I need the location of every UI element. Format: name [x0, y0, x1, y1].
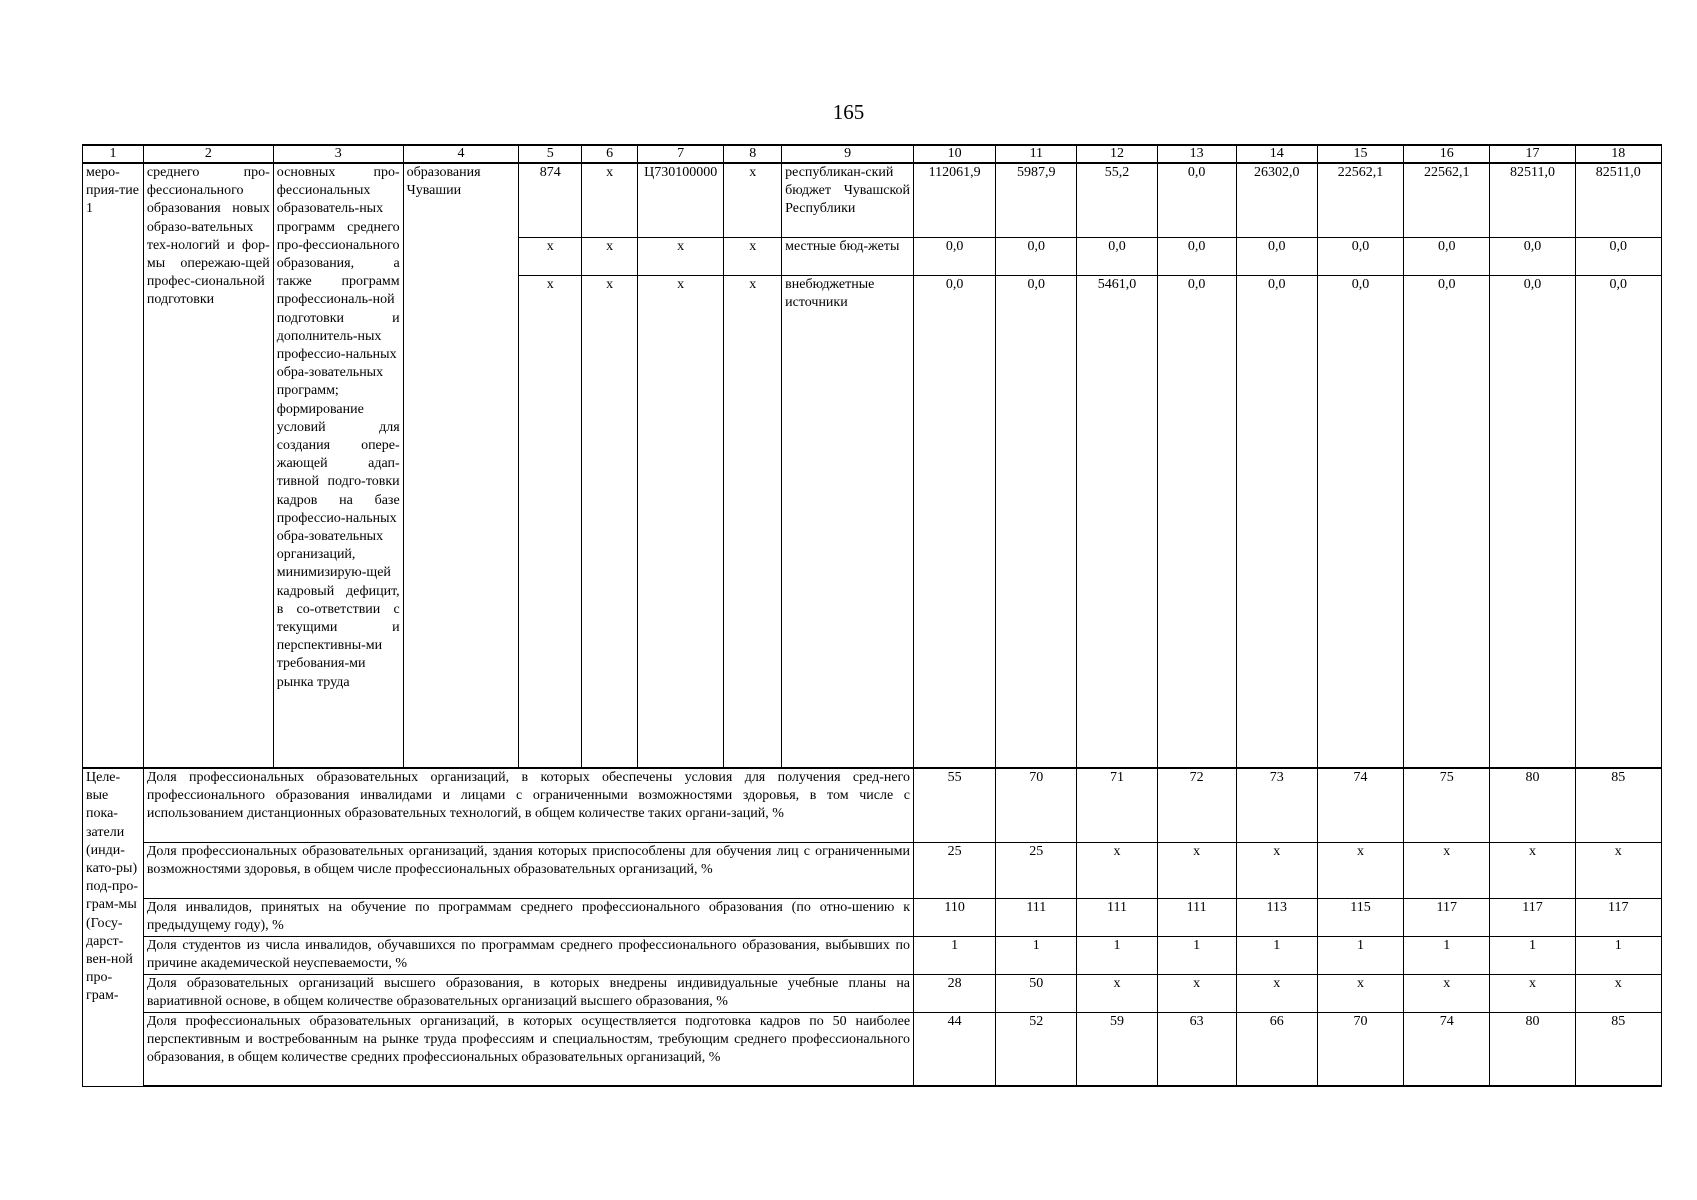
header-row — [83, 145, 1662, 163]
funding-source: республикан-ский бюджет Чувашской Республики — [782, 163, 914, 237]
value-cell: 71 — [1077, 768, 1157, 842]
value-cell: 1 — [1575, 936, 1661, 974]
value-cell: 1 — [1490, 936, 1575, 974]
value-cell: 1 — [996, 936, 1077, 974]
value-cell: х — [1157, 842, 1236, 898]
value-cell: 82511,0 — [1490, 163, 1575, 237]
vr-code: х — [724, 163, 782, 237]
value-cell: 110 — [914, 898, 996, 936]
header-cell: 2 — [143, 145, 273, 163]
rz-pr-code: х — [582, 163, 638, 237]
value-cell: 0,0 — [914, 237, 996, 275]
value-cell: 0,0 — [996, 237, 1077, 275]
vr-code: х — [724, 275, 782, 768]
value-cell: 1 — [1236, 936, 1317, 974]
indicator-text: Доля образовательных организаций высшего образования, в которых внедрены индивидуальные учебные планы на вариативной основе, в общем количестве образовательных организаций высшего образования, % — [143, 974, 913, 1012]
value-cell: 73 — [1236, 768, 1317, 842]
header-cell: 5 — [519, 145, 582, 163]
header-cell: 3 — [273, 145, 403, 163]
value-cell: 28 — [914, 974, 996, 1012]
value-cell: 80 — [1490, 1012, 1575, 1086]
value-cell: 74 — [1317, 768, 1403, 842]
header-cell: 6 — [582, 145, 638, 163]
value-cell: 0,0 — [996, 275, 1077, 768]
value-cell: 1 — [1317, 936, 1403, 974]
value-cell: х — [1404, 974, 1490, 1012]
value-cell: 0,0 — [1157, 237, 1236, 275]
indicator-text: Доля студентов из числа инвалидов, обучавшихся по программам среднего профессионального образования, выбывших по причине академической неуспеваемости, % — [143, 936, 913, 974]
value-cell: х — [1157, 974, 1236, 1012]
value-cell: х — [1490, 842, 1575, 898]
value-cell: 0,0 — [1157, 163, 1236, 237]
grbs-code: 874 — [519, 163, 582, 237]
value-cell: 117 — [1404, 898, 1490, 936]
value-cell: х — [1317, 842, 1403, 898]
value-cell: 0,0 — [1236, 237, 1317, 275]
value-cell: 50 — [996, 974, 1077, 1012]
value-cell: 0,0 — [1077, 237, 1157, 275]
value-cell: 1 — [1157, 936, 1236, 974]
rz-pr-code: х — [582, 275, 638, 768]
grbs-code: х — [519, 275, 582, 768]
event-programs: основных про-фессиональных образователь-ных программ среднего про-фессионального образования, а также программ профессиональ-ной подготовки и дополнитель-ных профессио-нальных обра-зовательных программ; формирование условий для создания опере-жающей адап-тивной подго-товки кадров на базе профессио-нальных обра-зовательных организаций, минимизирую-щей кадровый дефицит, в со-ответствии с текущими и перспективны-ми требования-ми рынка труда — [273, 163, 403, 768]
header-cell: 1 — [83, 145, 144, 163]
value-cell: 63 — [1157, 1012, 1236, 1086]
indicator-row — [83, 974, 1662, 1012]
value-cell: 25 — [996, 842, 1077, 898]
indicator-row — [83, 898, 1662, 936]
value-cell: 117 — [1575, 898, 1661, 936]
value-cell: 117 — [1490, 898, 1575, 936]
value-cell: 82511,0 — [1575, 163, 1661, 237]
value-cell: х — [1404, 842, 1490, 898]
value-cell: 75 — [1404, 768, 1490, 842]
page-number: 165 — [832, 100, 865, 124]
value-cell: 59 — [1077, 1012, 1157, 1086]
value-cell: х — [1077, 842, 1157, 898]
header-cell: 9 — [782, 145, 914, 163]
csr-code: Ц730100000 — [638, 163, 724, 237]
indicator-row — [83, 1012, 1662, 1086]
value-cell: 0,0 — [1490, 237, 1575, 275]
indicator-row — [83, 768, 1662, 842]
header-cell: 8 — [724, 145, 782, 163]
value-cell: 112061,9 — [914, 163, 996, 237]
value-cell: х — [1575, 842, 1661, 898]
value-cell: 26302,0 — [1236, 163, 1317, 237]
value-cell: 0,0 — [1404, 275, 1490, 768]
event-description: среднего про-фессионального образования новых образо-вательных тех-нологий и фор-мы опережаю-щей профес-сиональной подготовки — [143, 163, 273, 768]
value-cell: х — [1490, 974, 1575, 1012]
header-cell: 10 — [914, 145, 996, 163]
value-cell: 0,0 — [1157, 275, 1236, 768]
event-label: меро-прия-тие 1 — [83, 163, 144, 768]
value-cell: 115 — [1317, 898, 1403, 936]
csr-code: х — [638, 275, 724, 768]
header-cell: 11 — [996, 145, 1077, 163]
header-cell: 14 — [1236, 145, 1317, 163]
header-cell: 12 — [1077, 145, 1157, 163]
value-cell: 1 — [1404, 936, 1490, 974]
indicators-label: Целе-вые пока-затели (инди-като-ры) под-про-грам-мы (Госу-дарст-вен-ной про-грам- — [83, 768, 144, 1086]
value-cell: 85 — [1575, 768, 1661, 842]
header-cell: 16 — [1404, 145, 1490, 163]
value-cell: 111 — [1077, 898, 1157, 936]
value-cell: х — [1236, 974, 1317, 1012]
value-cell: 70 — [996, 768, 1077, 842]
value-cell: 55,2 — [1077, 163, 1157, 237]
header-cell: 17 — [1490, 145, 1575, 163]
csr-code: х — [638, 237, 724, 275]
program-table — [82, 144, 1662, 1087]
value-cell: 85 — [1575, 1012, 1661, 1086]
rz-pr-code: х — [582, 237, 638, 275]
value-cell: 66 — [1236, 1012, 1317, 1086]
value-cell: 44 — [914, 1012, 996, 1086]
value-cell: 25 — [914, 842, 996, 898]
value-cell: 0,0 — [1317, 275, 1403, 768]
grbs-code: х — [519, 237, 582, 275]
value-cell: 1 — [914, 936, 996, 974]
header-cell: 4 — [403, 145, 519, 163]
header-cell: 13 — [1157, 145, 1236, 163]
value-cell: 0,0 — [1490, 275, 1575, 768]
funding-source: внебюджетные источники — [782, 275, 914, 768]
value-cell: 5461,0 — [1077, 275, 1157, 768]
value-cell: 22562,1 — [1317, 163, 1403, 237]
value-cell: 0,0 — [1317, 237, 1403, 275]
value-cell: 1 — [1077, 936, 1157, 974]
value-cell: 72 — [1157, 768, 1236, 842]
value-cell: х — [1236, 842, 1317, 898]
value-cell: 0,0 — [1575, 275, 1661, 768]
event-row-regional-budget — [83, 163, 1662, 237]
indicator-row — [83, 842, 1662, 898]
value-cell: 5987,9 — [996, 163, 1077, 237]
value-cell: 22562,1 — [1404, 163, 1490, 237]
indicator-text: Доля инвалидов, принятых на обучение по программам среднего профессионального образования (по отно-шению к предыдущему году), % — [143, 898, 913, 936]
value-cell: х — [1575, 974, 1661, 1012]
value-cell: х — [1077, 974, 1157, 1012]
value-cell: 55 — [914, 768, 996, 842]
indicator-text: Доля профессиональных образовательных организаций, здания которых приспособлены для обучения лиц с ограниченными возможностями здоровья, в общем числе профессиональных образовательных организаций, % — [143, 842, 913, 898]
value-cell: 0,0 — [914, 275, 996, 768]
header-cell: 18 — [1575, 145, 1661, 163]
event-executor: образования Чувашии — [403, 163, 519, 768]
indicator-row — [83, 936, 1662, 974]
indicator-text: Доля профессиональных образовательных организаций, в которых осуществляется подготовка кадров по 50 наиболее перспективным и востребованным на рынке труда профессиям и специальностям, требующим среднего профессионального образования, в общем количестве средних профессиональных образовательных организаций, % — [143, 1012, 913, 1086]
value-cell: 0,0 — [1236, 275, 1317, 768]
value-cell: 52 — [996, 1012, 1077, 1086]
value-cell: 111 — [1157, 898, 1236, 936]
vr-code: х — [724, 237, 782, 275]
value-cell: 0,0 — [1575, 237, 1661, 275]
value-cell: х — [1317, 974, 1403, 1012]
value-cell: 70 — [1317, 1012, 1403, 1086]
value-cell: 0,0 — [1404, 237, 1490, 275]
value-cell: 74 — [1404, 1012, 1490, 1086]
value-cell: 113 — [1236, 898, 1317, 936]
value-cell: 111 — [996, 898, 1077, 936]
indicator-text: Доля профессиональных образовательных организаций, в которых обеспечены условия для получения сред-него профессионального образования инвалидами и лицами с ограниченными возможностями здоровья, в том числе с использованием дистанционных образовательных технологий, в общем количестве таких органи-заций, % — [143, 768, 913, 842]
header-cell: 7 — [638, 145, 724, 163]
value-cell: 80 — [1490, 768, 1575, 842]
header-cell: 15 — [1317, 145, 1403, 163]
funding-source: местные бюд-жеты — [782, 237, 914, 275]
